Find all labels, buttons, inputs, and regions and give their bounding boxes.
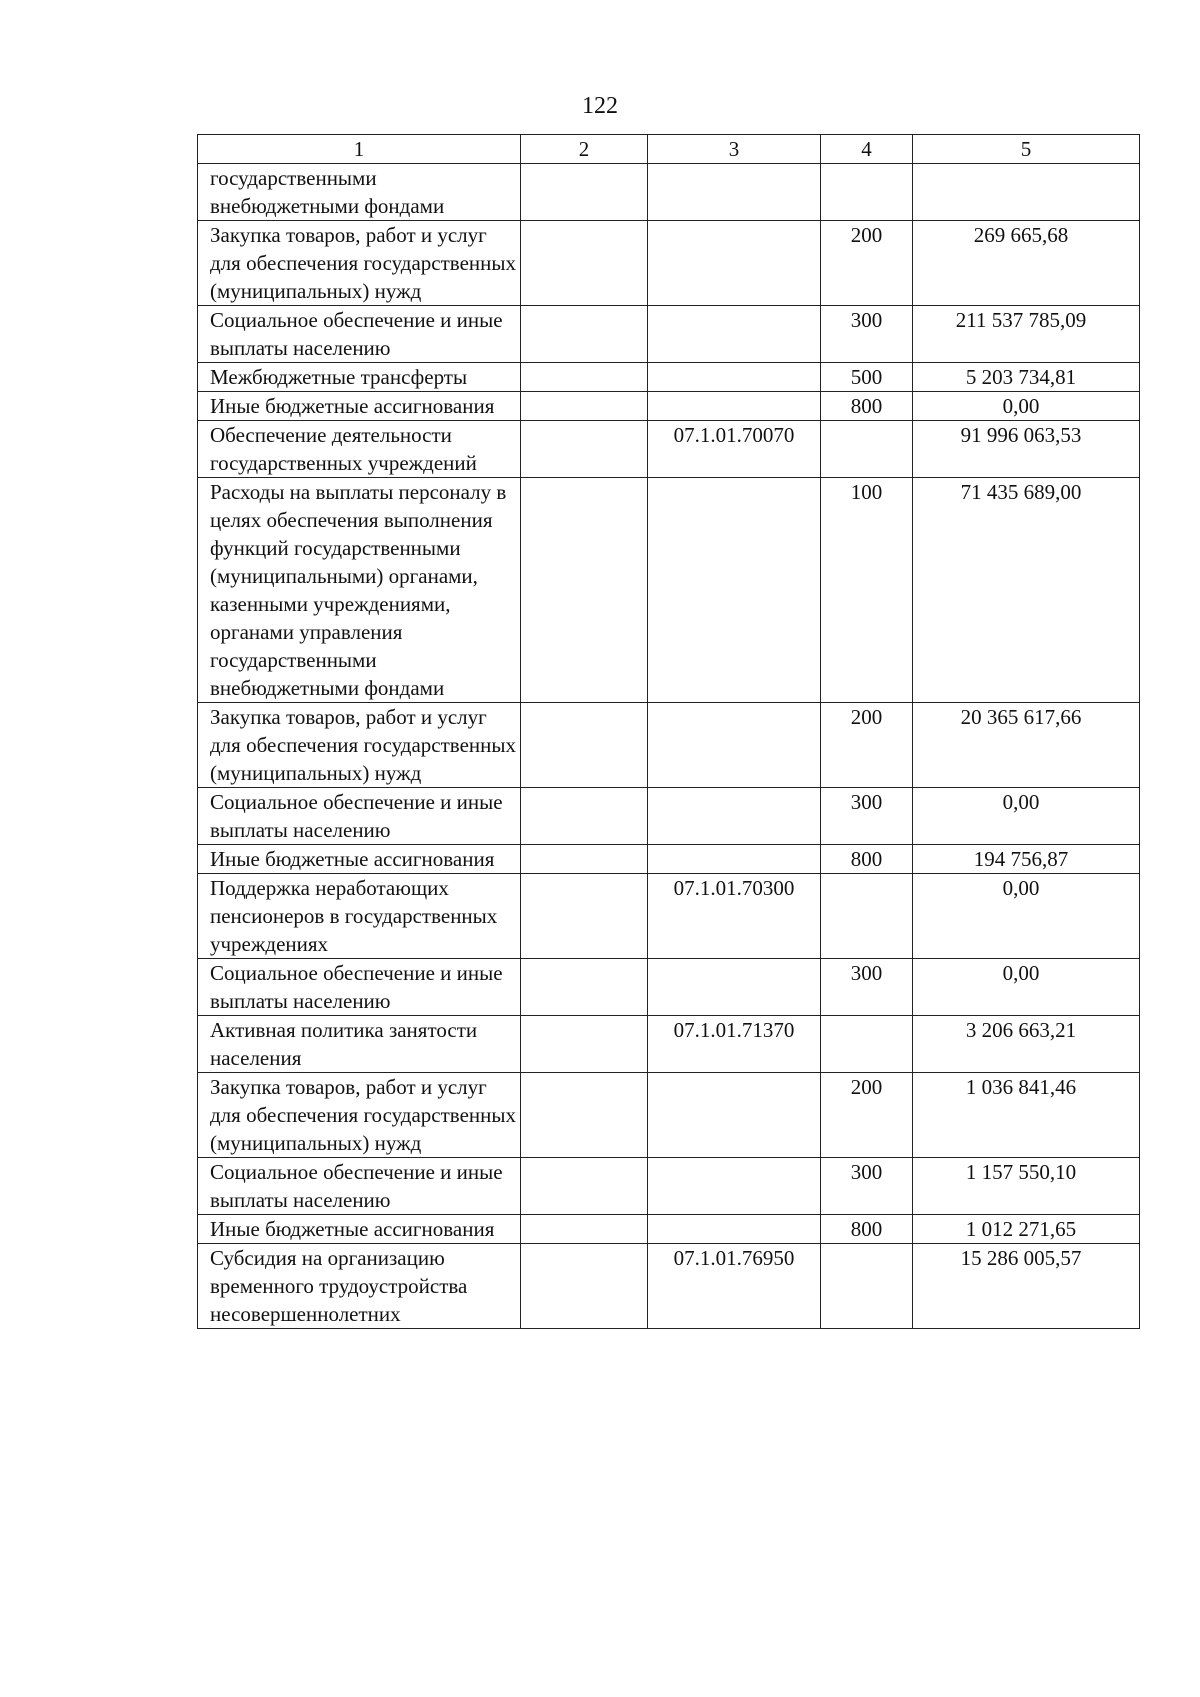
amount-cell: 71 435 689,00 [913,478,1140,703]
table-row [198,392,1140,421]
header-cell-col4: 4 [821,135,913,164]
expense-name-cell: Закупка товаров, работ и услуг для обеспечения государственных (муниципальных) нужд [198,1073,521,1158]
amount-cell: 0,00 [913,959,1140,1016]
col2-cell [521,221,648,306]
expense-name-cell: Субсидия на организацию временного трудоустройства несовершеннолетних [198,1244,521,1329]
table-header-row [198,135,1140,164]
amount-cell: 0,00 [913,874,1140,959]
col2-cell [521,1158,648,1215]
table-row [198,959,1140,1016]
expense-name-cell: Закупка товаров, работ и услуг для обеспечения государственных (муниципальных) нужд [198,221,521,306]
amount-cell: 20 365 617,66 [913,703,1140,788]
target-code-cell [648,306,821,363]
expense-name-cell: Закупка товаров, работ и услуг для обеспечения государственных (муниципальных) нужд [198,703,521,788]
col2-cell [521,1016,648,1073]
expense-name-cell: Социальное обеспечение и иные выплаты населению [198,788,521,845]
col2-cell [521,478,648,703]
expense-type-cell [821,1016,913,1073]
expense-name-cell: Поддержка неработающих пенсионеров в государственных учреждениях [198,874,521,959]
amount-cell: 0,00 [913,392,1140,421]
expense-name-cell: государственными внебюджетными фондами [198,164,521,221]
amount-cell: 1 036 841,46 [913,1073,1140,1158]
amount-cell: 269 665,68 [913,221,1140,306]
table-row [198,1215,1140,1244]
table-row [198,363,1140,392]
expense-name-cell: Социальное обеспечение и иные выплаты населению [198,1158,521,1215]
table-row [198,164,1140,221]
col2-cell [521,703,648,788]
target-code-cell [648,845,821,874]
expense-type-cell [821,421,913,478]
table-row [198,306,1140,363]
table-row [198,478,1140,703]
budget-table [197,134,1140,1329]
expense-type-cell: 800 [821,1215,913,1244]
target-code-cell: 07.1.01.71370 [648,1016,821,1073]
expense-name-cell: Обеспечение деятельности государственных учреждений [198,421,521,478]
target-code-cell: 07.1.01.70300 [648,874,821,959]
expense-type-cell: 300 [821,959,913,1016]
table-row [198,1244,1140,1329]
expense-name-cell: Социальное обеспечение и иные выплаты населению [198,306,521,363]
target-code-cell [648,221,821,306]
amount-cell: 194 756,87 [913,845,1140,874]
amount-cell: 211 537 785,09 [913,306,1140,363]
table-row [198,874,1140,959]
expense-name-cell: Иные бюджетные ассигнования [198,845,521,874]
amount-cell: 0,00 [913,788,1140,845]
table-row [198,1016,1140,1073]
header-cell-col1: 1 [198,135,521,164]
table-row [198,1073,1140,1158]
expense-name-cell: Расходы на выплаты персоналу в целях обеспечения выполнения функций государственными (муниципальными) органами, казенными учреждениями, органами управления государственными внебюджетными фондами [198,478,521,703]
expense-type-cell [821,1244,913,1329]
expense-type-cell: 200 [821,1073,913,1158]
header-cell-col5: 5 [913,135,1140,164]
amount-cell: 5 203 734,81 [913,363,1140,392]
expense-type-cell: 300 [821,788,913,845]
expense-type-cell: 300 [821,1158,913,1215]
target-code-cell: 07.1.01.70070 [648,421,821,478]
col2-cell [521,164,648,221]
expense-type-cell: 800 [821,392,913,421]
expense-type-cell: 200 [821,221,913,306]
col2-cell [521,1215,648,1244]
table-row [198,421,1140,478]
target-code-cell [648,1073,821,1158]
expense-name-cell: Иные бюджетные ассигнования [198,392,521,421]
expense-type-cell: 200 [821,703,913,788]
expense-type-cell [821,164,913,221]
header-cell-col2: 2 [521,135,648,164]
col2-cell [521,1244,648,1329]
expense-type-cell: 100 [821,478,913,703]
col2-cell [521,306,648,363]
target-code-cell [648,788,821,845]
expense-type-cell [821,874,913,959]
col2-cell [521,845,648,874]
table-row [198,788,1140,845]
expense-name-cell: Иные бюджетные ассигнования [198,1215,521,1244]
table-row [198,845,1140,874]
amount-cell: 15 286 005,57 [913,1244,1140,1329]
target-code-cell [648,959,821,1016]
expense-type-cell: 500 [821,363,913,392]
table-row [198,703,1140,788]
target-code-cell [648,164,821,221]
col2-cell [521,363,648,392]
amount-cell: 3 206 663,21 [913,1016,1140,1073]
target-code-cell: 07.1.01.76950 [648,1244,821,1329]
header-cell-col3: 3 [648,135,821,164]
col2-cell [521,421,648,478]
table-row [198,1158,1140,1215]
target-code-cell [648,392,821,421]
expense-name-cell: Активная политика занятости населения [198,1016,521,1073]
col2-cell [521,392,648,421]
col2-cell [521,874,648,959]
amount-cell: 91 996 063,53 [913,421,1140,478]
page-number: 122 [582,93,618,119]
expense-name-cell: Социальное обеспечение и иные выплаты населению [198,959,521,1016]
amount-cell [913,164,1140,221]
col2-cell [521,959,648,1016]
col2-cell [521,1073,648,1158]
table-row [198,221,1140,306]
col2-cell [521,788,648,845]
target-code-cell [648,1215,821,1244]
target-code-cell [648,703,821,788]
amount-cell: 1 012 271,65 [913,1215,1140,1244]
target-code-cell [648,363,821,392]
expense-name-cell: Межбюджетные трансферты [198,363,521,392]
target-code-cell [648,1158,821,1215]
expense-type-cell: 800 [821,845,913,874]
amount-cell: 1 157 550,10 [913,1158,1140,1215]
target-code-cell [648,478,821,703]
expense-type-cell: 300 [821,306,913,363]
